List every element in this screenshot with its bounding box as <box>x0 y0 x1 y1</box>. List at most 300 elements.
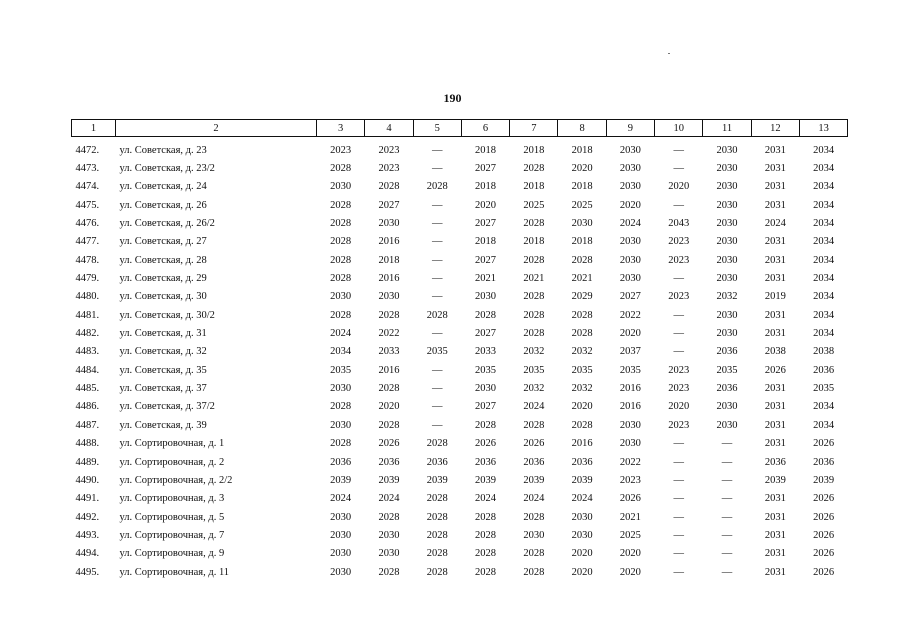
col-10-cell: — <box>673 199 684 211</box>
column-header-4: 4 <box>365 120 413 137</box>
col-5-cell: — <box>431 328 443 340</box>
col-12-cell: 2031 <box>764 181 786 193</box>
col-10-cell: — <box>673 566 684 578</box>
col-4-cell: 2028 <box>378 309 400 321</box>
table-body <box>72 137 848 582</box>
col-11-cell: — <box>721 456 733 468</box>
col-8-cell: 2016 <box>571 438 593 450</box>
table-row <box>72 159 848 177</box>
column-header-7: 7 <box>510 120 558 137</box>
col-12-cell: 2039 <box>764 474 786 486</box>
col-8-cell: 2039 <box>571 474 593 486</box>
address-cell: ул. Сортировочная, д. 2 <box>119 456 225 468</box>
col-5-cell: 2036 <box>426 456 448 468</box>
col-3-cell: 2030 <box>330 291 352 303</box>
row-number-cell: 4478. <box>75 254 100 266</box>
col-8-cell: 2020 <box>571 566 593 578</box>
col-8-cell: 2030 <box>571 218 593 230</box>
col-7-cell: 2028 <box>523 218 545 230</box>
col-11-cell: 2030 <box>716 144 738 156</box>
col-12-cell: 2031 <box>764 566 786 578</box>
row-number-cell: 4482. <box>75 328 100 340</box>
table-row <box>72 490 848 508</box>
col-10-cell: — <box>673 548 684 560</box>
col-8-cell: 2028 <box>571 419 593 431</box>
col-8-cell: 2021 <box>571 273 593 285</box>
col-12-cell: 2031 <box>764 199 786 211</box>
col-6-cell: 2018 <box>475 236 497 248</box>
row-number-cell: 4490. <box>75 474 100 486</box>
col-3-cell: 2035 <box>330 364 352 376</box>
col-8-cell: 2030 <box>571 529 593 541</box>
col-10-cell: — <box>673 529 684 541</box>
col-5-cell: — <box>431 199 443 211</box>
col-9-cell: 2021 <box>619 511 641 523</box>
col-7-cell: 2039 <box>523 474 545 486</box>
col-8-cell: 2028 <box>571 328 593 340</box>
row-number-cell: 4472. <box>75 144 100 156</box>
col-5-cell: — <box>431 236 443 248</box>
col-3-cell: 2030 <box>330 529 352 541</box>
col-12-cell: 2038 <box>764 346 786 358</box>
col-5-cell: 2028 <box>426 309 448 321</box>
col-11-cell: — <box>721 548 733 560</box>
col-13-cell: 2034 <box>813 401 835 413</box>
col-11-cell: 2030 <box>716 218 738 230</box>
col-11-cell: 2030 <box>716 419 738 431</box>
col-8-cell: 2020 <box>571 548 593 560</box>
col-13-cell: 2026 <box>813 438 835 450</box>
col-8-cell: 2018 <box>571 144 593 156</box>
col-3-cell: 2036 <box>330 456 352 468</box>
col-10-cell: 2020 <box>668 181 690 193</box>
col-6-cell: 2026 <box>475 438 497 450</box>
col-8-cell: 2035 <box>571 364 593 376</box>
row-number-cell: 4486. <box>75 401 100 413</box>
col-3-cell: 2028 <box>330 236 352 248</box>
col-6-cell: 2021 <box>475 273 497 285</box>
col-3-cell: 2028 <box>330 199 352 211</box>
col-4-cell: 2024 <box>378 493 400 505</box>
row-number-cell: 4473. <box>75 163 100 175</box>
col-6-cell: 2028 <box>475 309 497 321</box>
row-number-cell: 4485. <box>75 383 100 395</box>
col-11-cell: — <box>721 529 733 541</box>
column-header-3: 3 <box>317 120 365 137</box>
col-6-cell: 2018 <box>475 181 497 193</box>
col-12-cell: 2031 <box>764 511 786 523</box>
col-13-cell: 2034 <box>813 144 835 156</box>
col-13-cell: 2038 <box>813 346 835 358</box>
col-6-cell: 2027 <box>475 218 497 230</box>
col-10-cell: 2023 <box>668 254 690 266</box>
col-12-cell: 2031 <box>764 254 786 266</box>
col-11-cell: 2030 <box>716 309 738 321</box>
table-header <box>72 120 848 137</box>
row-number-cell: 4495. <box>75 566 100 578</box>
address-cell: ул. Советская, д. 26/2 <box>119 218 215 230</box>
col-7-cell: 2028 <box>523 254 545 266</box>
col-4-cell: 2030 <box>378 529 400 541</box>
address-cell: ул. Сортировочная, д. 11 <box>119 566 230 578</box>
col-4-cell: 2030 <box>378 548 400 560</box>
header-row <box>72 120 848 137</box>
col-6-cell: 2024 <box>475 493 497 505</box>
col-4-cell: 2028 <box>378 383 400 395</box>
col-13-cell: 2036 <box>813 364 835 376</box>
table-row <box>72 508 848 526</box>
col-5-cell: — <box>431 291 443 303</box>
col-8-cell: 2020 <box>571 401 593 413</box>
col-9-cell: 2027 <box>619 291 641 303</box>
col-12-cell: 2031 <box>764 328 786 340</box>
row-number-cell: 4476. <box>75 218 100 230</box>
page-number: 190 <box>443 91 462 105</box>
col-13-cell: 2026 <box>813 511 835 523</box>
col-7-cell: 2018 <box>523 144 545 156</box>
col-7-cell: 2024 <box>523 401 545 413</box>
col-9-cell: 2030 <box>619 236 641 248</box>
row-number-cell: 4481. <box>75 309 100 321</box>
row-number-cell: 4484. <box>75 364 100 376</box>
col-10-cell: 2023 <box>668 383 690 395</box>
col-12-cell: 2031 <box>764 309 786 321</box>
col-7-cell: 2018 <box>523 236 545 248</box>
row-number-cell: 4474. <box>75 181 100 193</box>
col-10-cell: — <box>673 309 684 321</box>
col-5-cell: — <box>431 163 443 175</box>
col-8-cell: 2032 <box>571 383 593 395</box>
col-9-cell: 2030 <box>619 254 641 266</box>
register-table <box>71 119 848 581</box>
col-7-cell: 2021 <box>523 273 545 285</box>
col-8-cell: 2028 <box>571 254 593 266</box>
col-9-cell: 2024 <box>619 218 641 230</box>
address-cell: ул. Сортировочная, д. 7 <box>119 529 225 541</box>
col-9-cell: 2022 <box>619 309 641 321</box>
col-6-cell: 2036 <box>475 456 497 468</box>
address-cell: ул. Советская, д. 30/2 <box>119 309 215 321</box>
col-3-cell: 2028 <box>330 309 352 321</box>
col-13-cell: 2034 <box>813 273 835 285</box>
table-row <box>72 343 848 361</box>
col-12-cell: 2031 <box>764 493 786 505</box>
table-row <box>72 545 848 563</box>
address-cell: ул. Советская, д. 27 <box>119 236 207 248</box>
col-9-cell: 2016 <box>619 383 641 395</box>
col-7-cell: 2030 <box>523 529 545 541</box>
col-3-cell: 2028 <box>330 163 352 175</box>
col-7-cell: 2028 <box>523 328 545 340</box>
col-13-cell: 2039 <box>813 474 835 486</box>
table-row <box>72 453 848 471</box>
col-6-cell: 2030 <box>475 383 497 395</box>
col-8-cell: 2036 <box>571 456 593 468</box>
col-13-cell: 2034 <box>813 419 835 431</box>
col-10-cell: 2020 <box>668 401 690 413</box>
col-12-cell: 2031 <box>764 273 786 285</box>
col-13-cell: 2034 <box>813 163 835 175</box>
col-11-cell: 2030 <box>716 181 738 193</box>
column-header-12: 12 <box>751 120 799 137</box>
col-9-cell: 2035 <box>619 364 641 376</box>
col-3-cell: 2028 <box>330 273 352 285</box>
col-5-cell: 2028 <box>426 511 448 523</box>
col-7-cell: 2028 <box>523 548 545 560</box>
col-4-cell: 2030 <box>378 218 400 230</box>
row-number-cell: 4492. <box>75 511 100 523</box>
col-7-cell: 2028 <box>523 419 545 431</box>
col-11-cell: 2030 <box>716 163 738 175</box>
col-5-cell: — <box>431 401 443 413</box>
col-10-cell: — <box>673 163 684 175</box>
col-8-cell: 2020 <box>571 163 593 175</box>
col-3-cell: 2028 <box>330 401 352 413</box>
col-6-cell: 2028 <box>475 548 497 560</box>
col-12-cell: 2031 <box>764 163 786 175</box>
col-3-cell: 2024 <box>330 328 352 340</box>
col-7-cell: 2028 <box>523 163 545 175</box>
column-header-2: 2 <box>116 120 317 137</box>
column-header-10: 10 <box>655 120 703 137</box>
col-3-cell: 2028 <box>330 438 352 450</box>
col-9-cell: 2022 <box>619 456 641 468</box>
table-row <box>72 526 848 544</box>
col-9-cell: 2020 <box>619 566 641 578</box>
col-3-cell: 2030 <box>330 181 352 193</box>
col-4-cell: 2028 <box>378 419 400 431</box>
col-5-cell: 2039 <box>426 474 448 486</box>
col-4-cell: 2030 <box>378 291 400 303</box>
col-9-cell: 2030 <box>619 438 641 450</box>
col-11-cell: — <box>721 566 733 578</box>
column-header-11: 11 <box>703 120 751 137</box>
col-10-cell: — <box>673 346 684 358</box>
row-number-cell: 4487. <box>75 419 100 431</box>
col-13-cell: 2034 <box>813 236 835 248</box>
col-11-cell: — <box>721 511 733 523</box>
col-11-cell: — <box>721 493 733 505</box>
col-13-cell: 2034 <box>813 218 835 230</box>
col-9-cell: 2020 <box>619 548 641 560</box>
col-5-cell: — <box>431 383 443 395</box>
col-5-cell: — <box>431 254 443 266</box>
address-cell: ул. Сортировочная, д. 9 <box>119 548 225 560</box>
col-6-cell: 2033 <box>475 346 497 358</box>
address-cell: ул. Советская, д. 39 <box>119 419 207 431</box>
col-4-cell: 2033 <box>378 346 400 358</box>
col-10-cell: 2023 <box>668 419 690 431</box>
col-11-cell: 2030 <box>716 254 738 266</box>
table-row <box>72 416 848 434</box>
col-6-cell: 2028 <box>475 529 497 541</box>
address-cell: ул. Сортировочная, д. 3 <box>119 493 225 505</box>
col-7-cell: 2018 <box>523 181 545 193</box>
col-10-cell: — <box>673 144 684 156</box>
row-number-cell: 4493. <box>75 529 100 541</box>
col-10-cell: — <box>673 438 684 450</box>
col-4-cell: 2016 <box>378 364 400 376</box>
address-cell: ул. Советская, д. 30 <box>119 291 207 303</box>
row-number-cell: 4480. <box>75 291 100 303</box>
col-6-cell: 2028 <box>475 511 497 523</box>
col-11-cell: — <box>721 438 733 450</box>
col-12-cell: 2031 <box>764 529 786 541</box>
row-number-cell: 4475. <box>75 199 100 211</box>
column-header-9: 9 <box>606 120 654 137</box>
col-3-cell: 2024 <box>330 493 352 505</box>
address-cell: ул. Советская, д. 35 <box>119 364 207 376</box>
col-7-cell: 2032 <box>523 346 545 358</box>
col-3-cell: 2030 <box>330 383 352 395</box>
table-row <box>72 233 848 251</box>
col-3-cell: 2023 <box>330 144 352 156</box>
col-13-cell: 2036 <box>813 456 835 468</box>
table-row <box>72 563 848 581</box>
table-row <box>72 196 848 214</box>
col-13-cell: 2034 <box>813 181 835 193</box>
col-3-cell: 2030 <box>330 548 352 560</box>
col-13-cell: 2026 <box>813 548 835 560</box>
col-12-cell: 2031 <box>764 383 786 395</box>
table-row <box>72 435 848 453</box>
col-13-cell: 2034 <box>813 328 835 340</box>
col-5-cell: 2028 <box>426 548 448 560</box>
col-6-cell: 2018 <box>475 144 497 156</box>
col-6-cell: 2027 <box>475 401 497 413</box>
row-number-cell: 4483. <box>75 346 100 358</box>
col-7-cell: 2024 <box>523 493 545 505</box>
col-3-cell: 2028 <box>330 254 352 266</box>
col-4-cell: 2022 <box>378 328 400 340</box>
col-6-cell: 2027 <box>475 254 497 266</box>
col-5-cell: 2028 <box>426 493 448 505</box>
col-10-cell: — <box>673 456 684 468</box>
col-4-cell: 2020 <box>378 401 400 413</box>
col-4-cell: 2036 <box>378 456 400 468</box>
col-5-cell: — <box>431 364 443 376</box>
col-9-cell: 2030 <box>619 144 641 156</box>
row-number-cell: 4489. <box>75 456 100 468</box>
col-5-cell: — <box>431 218 443 230</box>
col-13-cell: 2026 <box>813 493 835 505</box>
table-row <box>72 269 848 287</box>
col-10-cell: — <box>673 474 684 486</box>
col-12-cell: 2031 <box>764 548 786 560</box>
col-10-cell: 2023 <box>668 291 690 303</box>
col-6-cell: 2030 <box>475 291 497 303</box>
col-13-cell: 2034 <box>813 291 835 303</box>
col-10-cell: — <box>673 273 684 285</box>
col-4-cell: 2018 <box>378 254 400 266</box>
col-9-cell: 2030 <box>619 273 641 285</box>
address-cell: ул. Советская, д. 23 <box>119 144 207 156</box>
col-8-cell: 2032 <box>571 346 593 358</box>
col-6-cell: 2035 <box>475 364 497 376</box>
col-13-cell: 2034 <box>813 254 835 266</box>
col-9-cell: 2030 <box>619 181 641 193</box>
col-9-cell: 2037 <box>619 346 641 358</box>
col-7-cell: 2026 <box>523 438 545 450</box>
address-cell: ул. Советская, д. 31 <box>119 328 207 340</box>
col-13-cell: 2026 <box>813 566 835 578</box>
col-6-cell: 2027 <box>475 328 497 340</box>
col-7-cell: 2032 <box>523 383 545 395</box>
col-8-cell: 2028 <box>571 309 593 321</box>
address-cell: ул. Советская, д. 37 <box>119 383 207 395</box>
col-5-cell: 2028 <box>426 566 448 578</box>
col-4-cell: 2023 <box>378 144 400 156</box>
address-cell: ул. Советская, д. 37/2 <box>119 401 215 413</box>
col-13-cell: 2034 <box>813 199 835 211</box>
address-cell: ул. Сортировочная, д. 2/2 <box>119 474 233 486</box>
col-5-cell: 2028 <box>426 529 448 541</box>
table-row <box>72 178 848 196</box>
col-7-cell: 2028 <box>523 291 545 303</box>
col-4-cell: 2023 <box>378 163 400 175</box>
col-4-cell: 2028 <box>378 511 400 523</box>
scan-speck <box>668 53 670 54</box>
col-4-cell: 2026 <box>378 438 400 450</box>
col-7-cell: 2028 <box>523 566 545 578</box>
col-13-cell: 2035 <box>813 383 835 395</box>
col-4-cell: 2016 <box>378 273 400 285</box>
col-4-cell: 2028 <box>378 566 400 578</box>
col-7-cell: 2035 <box>523 364 545 376</box>
address-cell: ул. Советская, д. 24 <box>119 181 207 193</box>
col-7-cell: 2028 <box>523 511 545 523</box>
col-12-cell: 2031 <box>764 419 786 431</box>
col-11-cell: 2036 <box>716 346 738 358</box>
col-8-cell: 2018 <box>571 236 593 248</box>
table-row <box>72 379 848 397</box>
column-header-6: 6 <box>461 120 509 137</box>
address-cell: ул. Сортировочная, д. 5 <box>119 511 225 523</box>
col-7-cell: 2036 <box>523 456 545 468</box>
col-9-cell: 2020 <box>619 328 641 340</box>
col-10-cell: — <box>673 328 684 340</box>
row-number-cell: 4488. <box>75 438 100 450</box>
column-header-8: 8 <box>558 120 606 137</box>
address-cell: ул. Советская, д. 29 <box>119 273 207 285</box>
col-10-cell: — <box>673 511 684 523</box>
col-11-cell: 2032 <box>716 291 738 303</box>
col-5-cell: — <box>431 419 443 431</box>
col-8-cell: 2018 <box>571 181 593 193</box>
col-11-cell: 2030 <box>716 328 738 340</box>
table-row <box>72 137 848 160</box>
col-12-cell: 2026 <box>764 364 786 376</box>
col-12-cell: 2031 <box>764 401 786 413</box>
col-12-cell: 2036 <box>764 456 786 468</box>
col-12-cell: 2031 <box>764 438 786 450</box>
table-row <box>72 251 848 269</box>
col-7-cell: 2025 <box>523 199 545 211</box>
col-9-cell: 2020 <box>619 199 641 211</box>
col-11-cell: 2030 <box>716 199 738 211</box>
col-8-cell: 2029 <box>571 291 593 303</box>
row-number-cell: 4491. <box>75 493 100 505</box>
col-4-cell: 2027 <box>378 199 400 211</box>
col-11-cell: 2035 <box>716 364 738 376</box>
address-cell: ул. Советская, д. 26 <box>119 199 207 211</box>
col-8-cell: 2024 <box>571 493 593 505</box>
col-3-cell: 2028 <box>330 218 352 230</box>
col-9-cell: 2016 <box>619 401 641 413</box>
col-12-cell: 2031 <box>764 236 786 248</box>
col-9-cell: 2025 <box>619 529 641 541</box>
col-6-cell: 2028 <box>475 419 497 431</box>
